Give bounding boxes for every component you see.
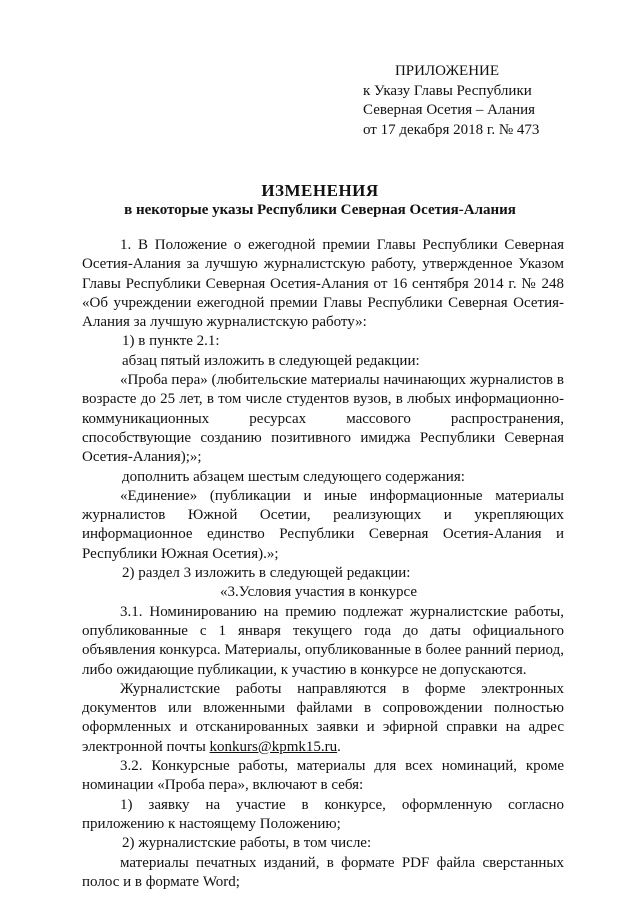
paragraph-10: [82, 680, 564, 757]
paragraph-5: дополнить абзацем шестым следующего содержания:: [122, 468, 465, 485]
paragraph-10-text: Журналистские работы направляются в форме электронных документов или вложенными файлами в сопровождении полностью оформленных и отсканированных заявки и эфирной справки на адрес электронной почты: [82, 680, 564, 755]
paragraph-3: абзац пятый изложить в следующей редакции:: [122, 352, 420, 369]
paragraph-7: 2) раздел 3 изложить в следующей редакции:: [122, 565, 411, 582]
section-heading: «3.Условия участия в конкурсе: [220, 584, 418, 601]
paragraph-9: 3.1. Номинированию на премию подлежат журналистские работы, опубликованные с 1 января текущего года до даты официального объявления конкурса. Материалы, опубликованные в более ранний период, либо ожидающие публикации, к участию в конкурсе не допускаются.: [82, 603, 564, 678]
paragraph-12: 1) заявку на участие в конкурсе, оформленную согласно приложению к настоящему Положению;: [82, 796, 564, 832]
paragraph-13: 2) журналистские работы, в том числе:: [122, 835, 372, 852]
paragraph-11: 3.2. Конкурсные работы, материалы для всех номинаций, кроме номинации «Проба пера», включают в себя:: [82, 758, 564, 794]
document-subtitle: в некоторые указы Республики Северная Осетия-Алания: [124, 202, 516, 218]
document-title: ИЗМЕНЕНИЯ: [261, 181, 379, 200]
document-body: [82, 236, 564, 892]
paragraph-14: материалы печатных изданий, в формате PDF файла сверстанных полос и в формате Word;: [82, 854, 564, 890]
paragraph-6: «Единение» (публикации и иные информационные материалы журналистов Южной Осетии, реализующих и укрепляющих информационное единство Республики Северная Осетия-Алания и Республики Южная Осетия).»;: [82, 487, 564, 562]
appendix-block: [363, 62, 613, 140]
paragraph-4: «Проба пера» (любительские материалы начинающих журналистов в возрасте до 25 лет, в том числе студентов вузов, в любых информационно-коммуникационных ресурсах массового распространения, способствующие созданию позитивного имиджа Республики Северная Осетия-Алания);»;: [82, 372, 564, 466]
appendix-line-3: от 17 декабря 2018 г. № 473: [363, 121, 540, 138]
email-link[interactable]: konkurs@kpmk15.ru: [209, 738, 338, 755]
paragraph-2: 1) в пункте 2.1:: [122, 333, 220, 350]
appendix-heading: ПРИЛОЖЕНИЕ: [394, 63, 500, 79]
paragraph-1: 1. В Положение о ежегодной премии Главы Республики Северная Осетия-Алания за лучшую журналистскую работу, утвержденное Указом Главы Республики Северная Осетия-Алания от 16 сентября 2014 г. № 248 «Об учреждении ежегодной премии Главы Республики Северная Осетия-Алания за лучшую журналистскую работу»:: [82, 237, 564, 331]
appendix-line-2: Северная Осетия – Алания: [363, 102, 536, 118]
appendix-line-1: к Указу Главы Республики: [363, 82, 532, 99]
paragraph-10-end: .: [337, 738, 341, 755]
